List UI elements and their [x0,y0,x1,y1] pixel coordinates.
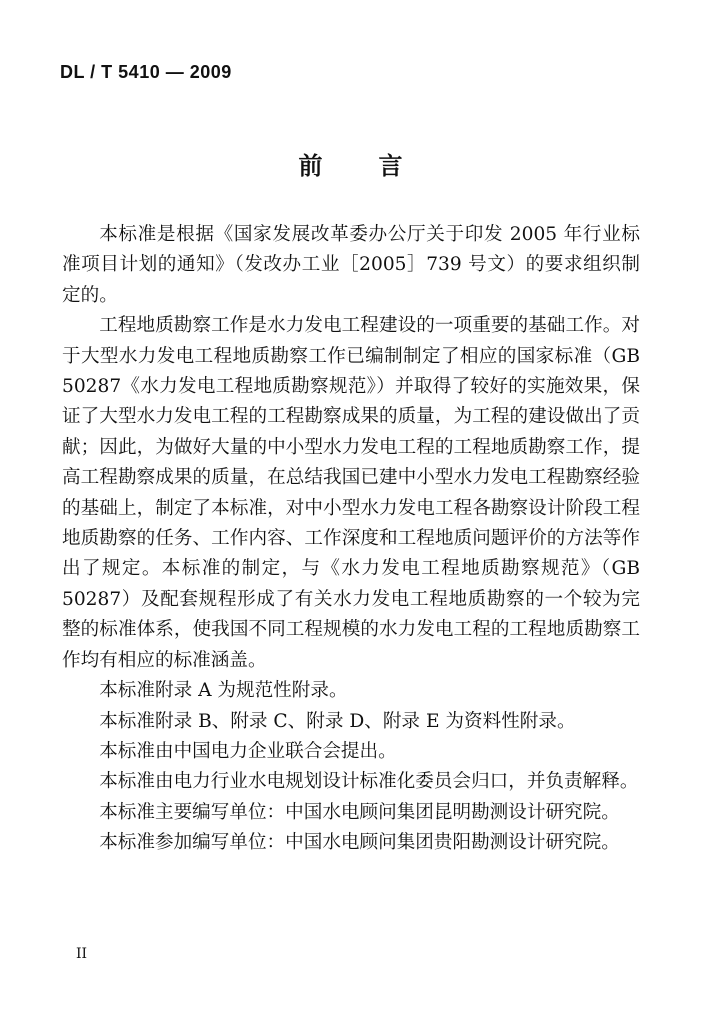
paragraph-responsible-committee: 本标准由电力行业水电规划设计标准化委员会归口，并负责解释。 [99,771,639,793]
paragraph-participating-drafter: 本标准参加编写单位：中国水电顾问集团贵阳勘测设计研究院。 [99,832,620,854]
paragraph-informative-annexes: 本标准附录 B、附录 C、附录 D、附录 E 为资料性附录。 [99,710,576,732]
paragraph-normative-annex: 本标准附录 A 为规范性附录。 [99,680,348,702]
page-title: 前言 [298,152,459,180]
page-number: II [76,946,88,962]
foreword-body [62,220,640,859]
paragraph-background: 工程地质勘察工作是水力发电工程建设的一项重要的基础工作。对于大型水力发电工程地质勘察工作已编制制定了相应的国家标准（GB 50287《水力发电工程地质勘察规范》）并取得了较好的实施效果，保证了大型水力发电工程的工程勘察成果的质量，为工程的建设做出了贡献；因此，为做好大量的中小型水力发电工程的工程地质勘察工作，提高工程勘察成果的质量，在总结我国已建中小型水力发电工程勘察经验的基础上，制定了本标准，对中小型水力发电工程各勘察设计阶段工程地质勘察的任务、工作内容、工作深度和工程地质问题评价的方法等作出了规定。本标准的制定，与《水力发电工程地质勘察规范》（GB 50287）及配套规程形成了有关水力发电工程地质勘察的一个较为完整的标准体系，使我国不同工程规模的水力发电工程的工程地质勘察工作均有相应的标准涵盖。 [62,315,640,671]
standard-code-header: DL / T 5410 — 2009 [60,62,232,82]
paragraph-main-drafter: 本标准主要编写单位：中国水电顾问集团昆明勘测设计研究院。 [99,801,620,823]
paragraph-plan-basis: 本标准是根据《国家发展改革委办公厅关于印发 2005 年行业标准项目计划的通知》（发改办工业［2005］739 号文）的要求组织制定的。 [62,224,640,306]
paragraph-proposer: 本标准由中国电力企业联合会提出。 [99,740,397,762]
